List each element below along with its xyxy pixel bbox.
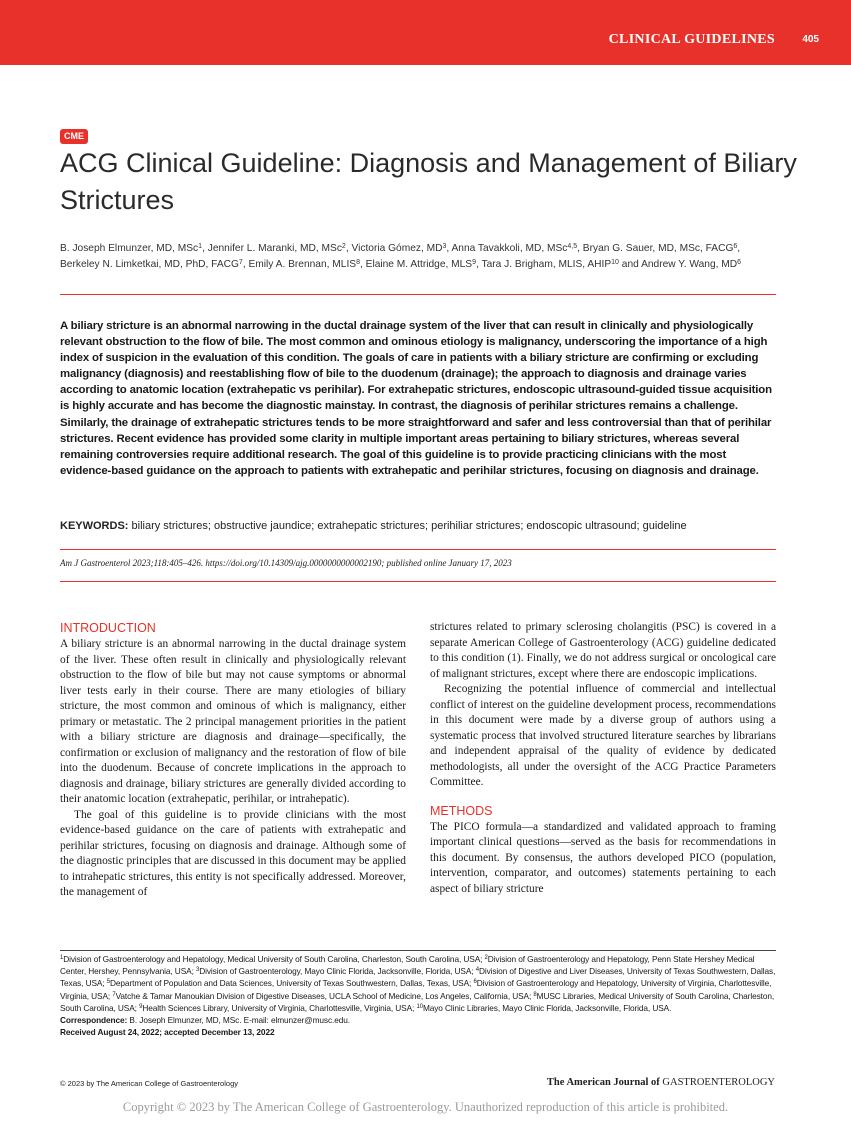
author-name: Emily A. Brennan, MLIS	[248, 259, 357, 271]
page-number: 405	[802, 34, 819, 45]
affiliation-number: 6	[473, 979, 477, 986]
author-affiliation-mark: 3	[442, 243, 447, 250]
divider-keywords	[60, 549, 776, 550]
journal-name	[547, 1077, 775, 1088]
author-affiliation-mark: 1	[198, 243, 203, 250]
correspondence-label: Correspondence:	[60, 1015, 128, 1026]
author-name: Victoria Gómez, MD	[351, 243, 443, 254]
author-affiliation-mark: 7	[238, 259, 243, 267]
introduction-heading: INTRODUCTION	[60, 621, 156, 635]
affiliation-text: Department of Population and Data Sciences, University of Texas Southwestern, Dallas, Texas, USA;	[110, 978, 474, 989]
affiliation-text: MUSC Libraries, Medical University of South Carolina, Charleston, South Carolina, USA;	[60, 990, 775, 1013]
author-list: B. Joseph Elmunzer, MD, MSc$^1$, Jennifer L. Maranki, MD, MSc$^2$, Victoria Gómez, $MD^3$, Anna Tavakkoli, MD, MSc$^{4,5}$, Bryan G. Sauer, MD, MSc, FACG$^6$, Berkeley N. Limketkai, MD, PhD, FACG$^7$, Emily A. Brennan, MLIS$^8$, Elaine M. Attridge, MLS$^9$, Tara J. Brigham, MLIS, AHIP$^{10}$ and Andrew Y. Wang, $MD^6$	[60, 243, 742, 271]
divider-citation	[60, 581, 776, 582]
intro-paragraph-3: Recognizing the potential influence of commercial and intellectual conflict of interest on the guideline development process, recommendations in this document were made by a diverse group of authors using a systematic process that involved structured literature searches by librarians and independent appraisal of the quality of evidence by dedicated methodologists, all under the oversight of the ACG Practice Parameters Committee.	[430, 683, 776, 788]
affiliation-number: 4	[475, 967, 479, 974]
affiliation-text: Vatche & Tamar Manoukian Division of Digestive Diseases, UCLA School of Medicine, Los Angeles, California, USA;	[115, 990, 534, 1001]
journal-prefix: The American Journal of	[546, 1077, 660, 1088]
section-label: CLINICAL GUIDELINES	[608, 32, 775, 47]
cme-badge: CME	[60, 129, 88, 144]
footnotes	[60, 953, 776, 1038]
affiliation-number: 5	[106, 979, 111, 986]
footnote-divider	[60, 950, 776, 951]
author-affiliation-mark: 6	[737, 259, 742, 267]
copyright-watermark: Copyright © 2023 by The American College of Gastroenterology. Unauthorized reproduction of this article is prohibited.	[122, 1100, 729, 1114]
correspondence-text: B. Joseph Elmunzer, MD, MSc. E-mail: elmunzer@musc.edu.	[129, 1015, 350, 1026]
author-name: Anna Tavakkoli, MD, MSc	[451, 243, 568, 254]
author-name: Jennifer L. Maranki, MD, MSc	[207, 243, 342, 254]
intro-paragraph-1: A biliary stricture is an abnormal narrowing in the ductal drainage system of the liver. These often result in clinically and physiologically relevant obstruction to the flow of bile but may not cause symptoms or abnormal liver tests early in their course. There are many etiologies of biliary stricture, the most common and ominous of which is malignancy, either primary or metastatic. The 2 principal management priorities in the patient with a biliary stricture are diagnosis and drainage—specifically, the confirmation or exclusion of malignancy and the restoration of flow of bile into the duodenum. Because of concrete implications in the approach to diagnosis and drainage, biliary strictures are generally divided according to their anatomic location (extrahepatic, perihilar, or intrahepatic).	[60, 638, 406, 805]
received-dates: Received August 24, 2022; accepted December 13, 2022	[60, 1027, 275, 1038]
affiliation-text: Division of Gastroenterology and Hepatology, University of Virginia, Charlottesville, Virginia, USA;	[60, 978, 772, 1001]
author-affiliation-mark: 6	[733, 243, 738, 250]
affiliation-number: 1	[60, 955, 64, 961]
affiliation-text: Division of Gastroenterology and Hepatology, Penn State Hershey Medical Center, Hershey, Pennsylvania, USA;	[60, 954, 755, 977]
author-name: Andrew Y. Wang, MD	[641, 259, 738, 271]
affiliation-number: 8	[533, 991, 537, 998]
page-header-bar	[0, 0, 851, 65]
affiliation-number: 3	[195, 967, 200, 974]
affiliation-number: 2	[484, 955, 488, 961]
abstract: A biliary stricture is an abnormal narrowing in the ductal drainage system of the liver that can result in clinically and physiologically relevant obstruction to the flow of bile. The most common and ominous etiology is malignancy, underscoring the importance of a high index of suspicion in the evaluation of this condition. The goals of care in patients with a biliary stricture are confirming or excluding malignancy (diagnosis) and reestablishing flow of bile to the duodenum (drainage); the approach to diagnosis and drainage varies according to anatomic location (extrahepatic vs perihilar). For extrahepatic strictures, endoscopic ultrasound-guided tissue acquisition is highly accurate and has become the diagnostic mainstay. In contrast, the diagnosis of perihilar strictures remains a challenge. Similarly, the drainage of extrahepatic strictures tends to be more straightforward and safer and less controversial than that of perihilar strictures. Recent evidence has provided some clarity in multiple important areas pertaining to biliary strictures, whereas several remaining controversies require additional research. The goal of this guideline is to provide practicing clinicians with the most evidence-based guidance on the approach to patients with extrahepatic and perihilar strictures, focusing on diagnosis and drainage.	[60, 320, 772, 477]
body-column-left	[60, 620, 406, 901]
citation-line: Am J Gastroenterol 2023;118:405–426. https://doi.org/10.14309/ajg.0000000000002190; published online January 17, 2023	[60, 558, 512, 568]
article-title: ACG Clinical Guideline: Diagnosis and Management of Biliary Strictures	[60, 148, 797, 215]
author-affiliation-mark: 10	[611, 259, 619, 267]
affiliation-text: Division of Gastroenterology, Mayo Clinic Florida, Jacksonville, Florida, USA;	[199, 966, 476, 977]
methods-heading: METHODS	[430, 803, 493, 818]
author-affiliation-mark: 8	[356, 259, 360, 267]
author-name: Berkeley N. Limketkai, MD, PhD, FACG	[60, 259, 239, 271]
affiliation-text: Division of Digestive and Liver Diseases, University of Texas Southwestern, Dallas, Texas, USA;	[60, 966, 776, 989]
body-column-right	[430, 620, 776, 897]
affiliations	[60, 954, 775, 1013]
affiliation-number: 7	[112, 991, 116, 998]
author-affiliation-mark: 2	[341, 243, 346, 250]
author-name: Bryan G. Sauer, MD, MSc, FACG	[582, 243, 734, 254]
author-name: Elaine M. Attridge, MLS	[365, 259, 473, 271]
affiliation-text: Health Sciences Library, University of Virginia, Charlottesville, Virginia, USA;	[142, 1002, 417, 1013]
publisher-copyright: © 2023 by The American College of Gastroenterology	[60, 1079, 238, 1088]
author-affiliation-mark: 4,5	[567, 243, 578, 250]
author-name: Tara J. Brigham, MLIS, AHIP	[481, 259, 612, 271]
author-affiliation-mark: 9	[472, 259, 477, 267]
keywords	[60, 520, 780, 532]
affiliation-number: 10	[416, 1003, 423, 1010]
journal-title: GASTROENTEROLOGY	[662, 1077, 775, 1088]
intro-paragraph-2: The goal of this guideline is to provide clinicians with the most evidence-based guidance on the care of patients with extrahepatic and perihilar strictures, focusing on diagnosis and drainage. Although some of the diagnostic principles that are discussed in this document may be applied to intrahepatic strictures, this entity is not specifically addressed. Moreover, the management of	[60, 808, 406, 898]
divider-top	[60, 294, 776, 295]
author-name: B. Joseph Elmunzer, MD, MSc	[60, 243, 199, 254]
methods-paragraph-1: The PICO formula—a standardized and validated approach to framing important clinical questions—served as the basis for recommendations in this document. By consensus, the authors developed PICO (population, intervention, comparator, and outcomes) statements pertaining to each aspect of biliary stricture	[430, 820, 776, 895]
affiliation-text: Division of Gastroenterology and Hepatology, Medical University of South Carolina, Charleston, South Carolina, USA;	[63, 954, 485, 964]
keywords-label: KEYWORDS:	[60, 520, 129, 532]
intro-paragraph-2-continued: strictures related to primary sclerosing cholangitis (PSC) is covered in a separate American College of Gastroenterology (ACG) guideline dedicated to this condition (1). Finally, we do not address surgical or oncological care of malignant strictures, except where there are endoscopic implications.	[430, 621, 776, 680]
affiliation-text: Mayo Clinic Libraries, Mayo Clinic Florida, Jacksonville, Florida, USA.	[422, 1002, 672, 1013]
keywords-text: biliary strictures; obstructive jaundice; extrahepatic strictures; perihiliar strictures; endoscopic ultrasound; guideline	[131, 520, 687, 532]
affiliation-number: 9	[139, 1003, 143, 1010]
